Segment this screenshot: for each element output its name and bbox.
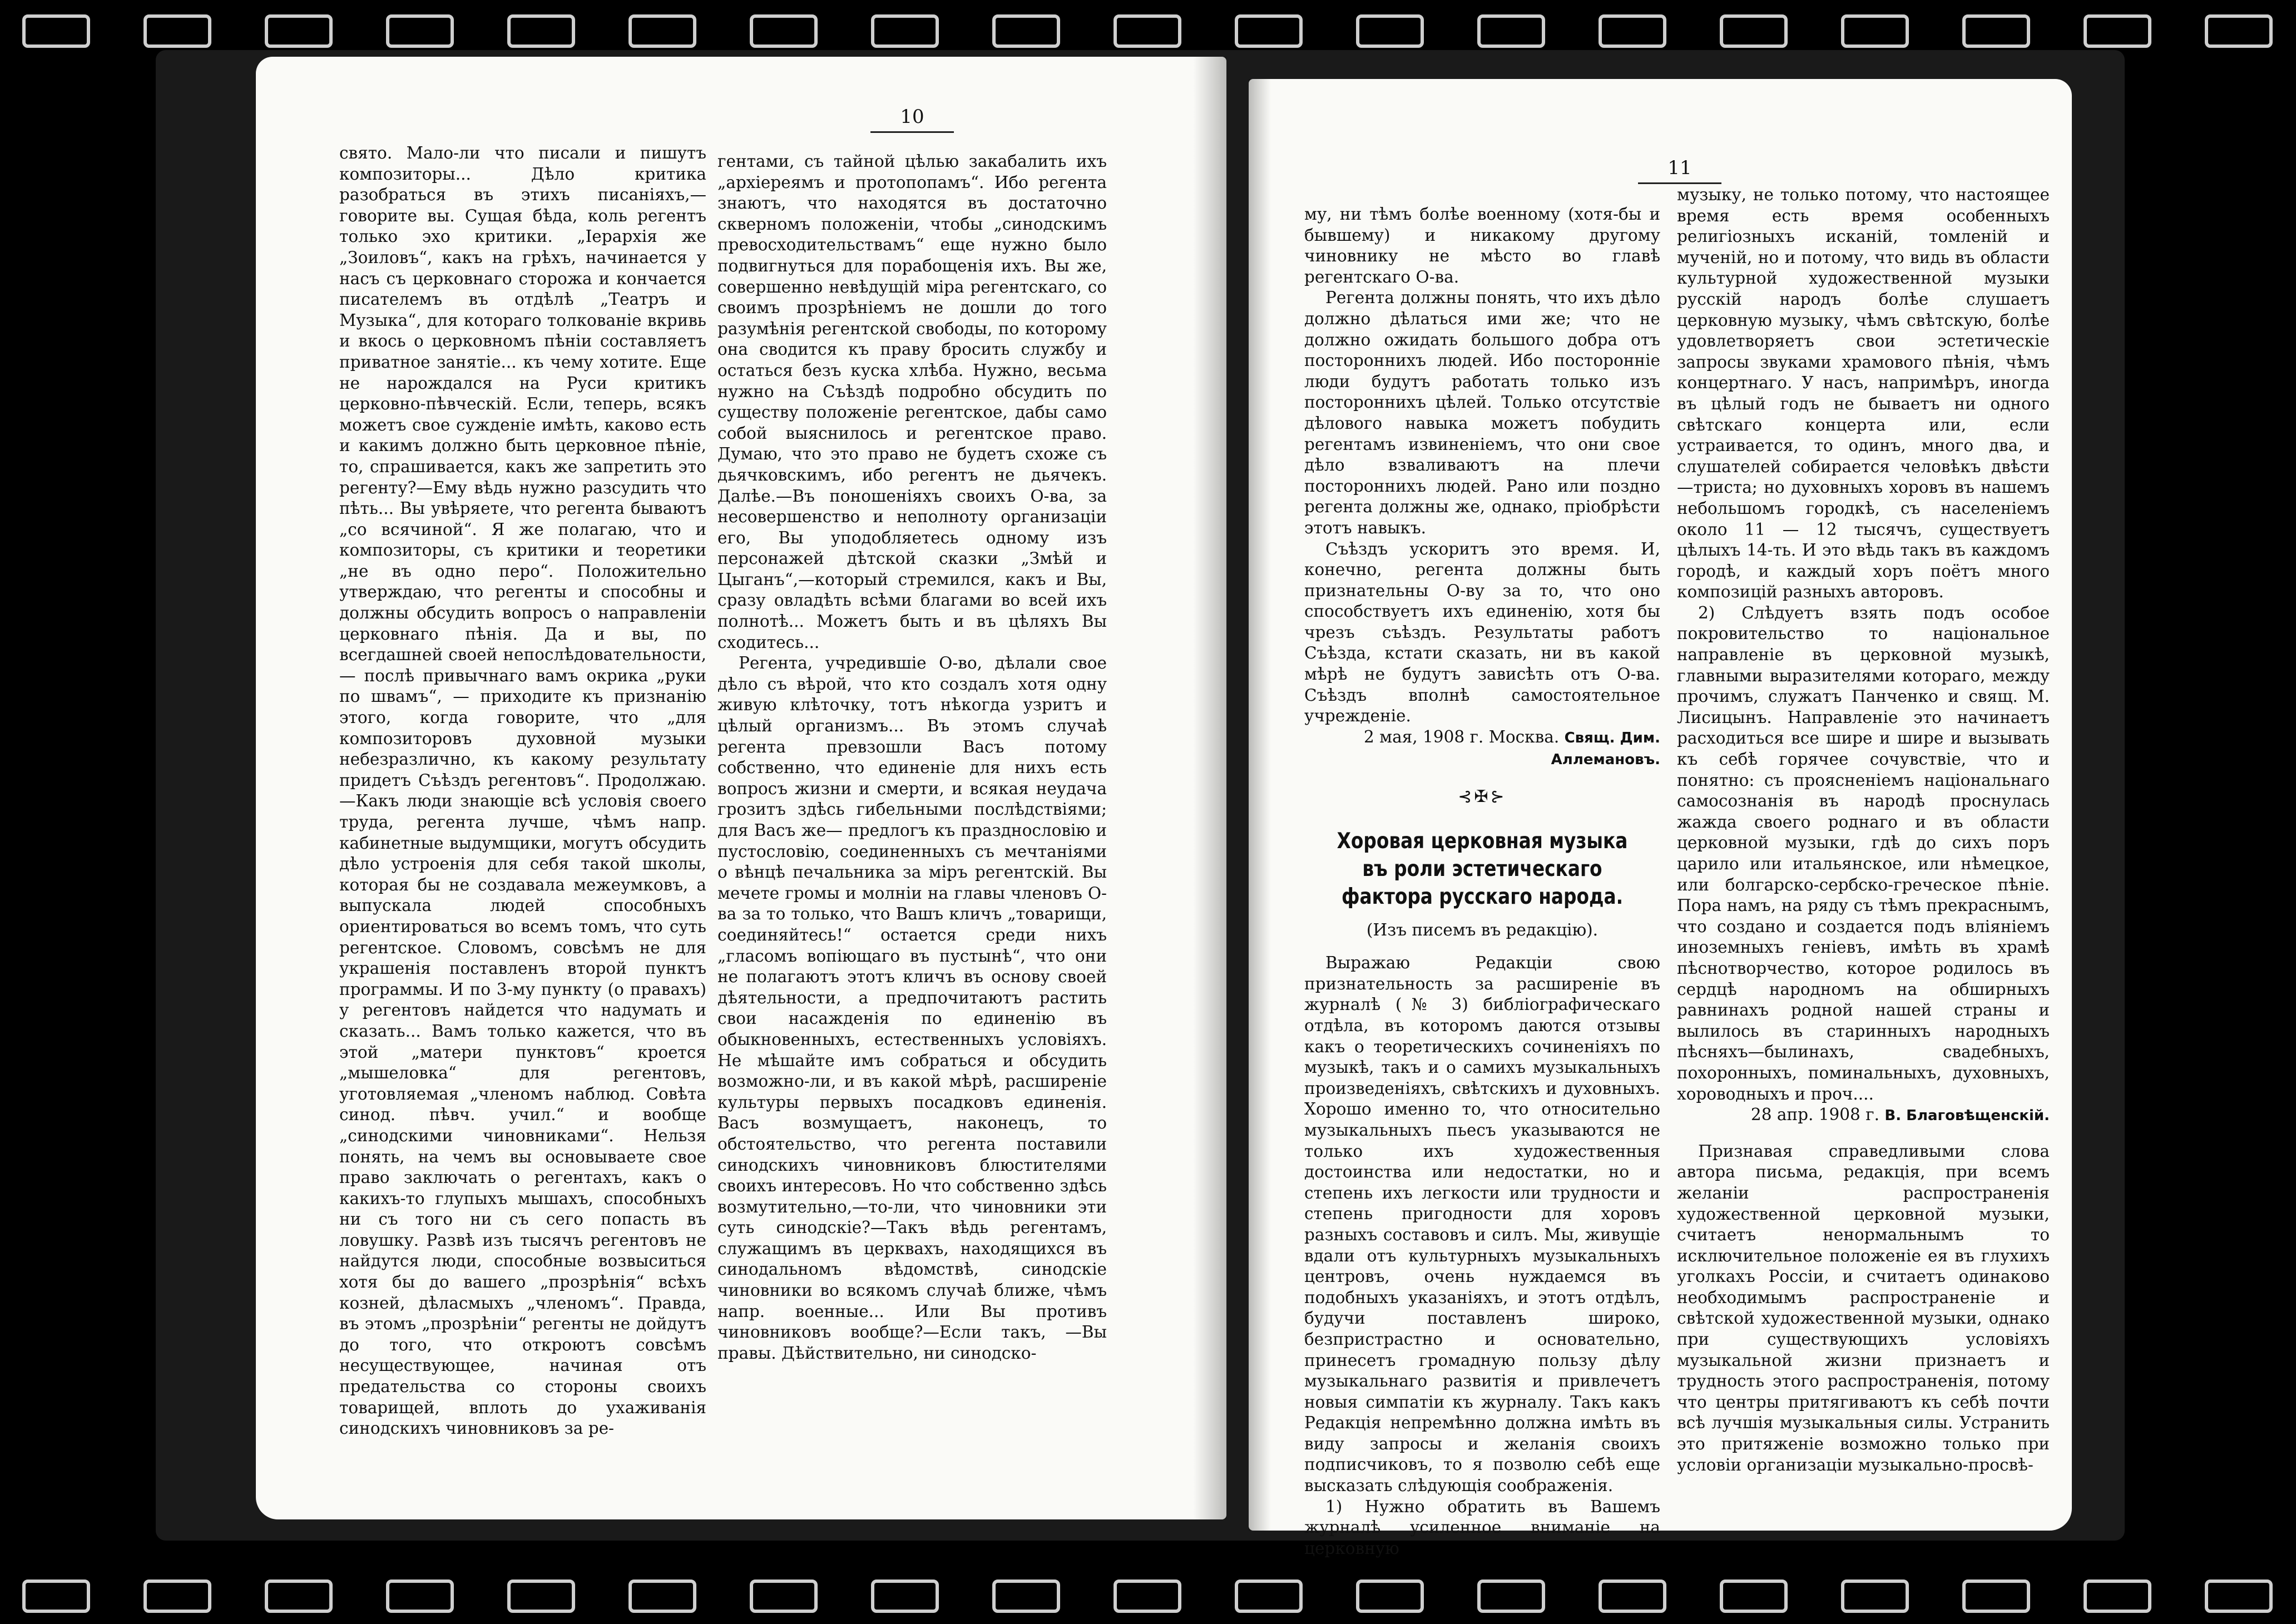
film-sprocket-hole [265, 14, 333, 48]
film-sprocket-hole [2084, 1580, 2151, 1613]
film-sprocket-hole [2205, 14, 2273, 48]
film-sprocket-hole [265, 1580, 333, 1613]
paragraph: Признавая справедливыми слова автора письма, редакція, при всемъ желаніи распространенія художественной церковной музыки, считаетъ ненормальнымъ то исключительное положеніе ея въ глухихъ уголкахъ Россіи, и считаетъ одинаково необходимымъ распространеніе и свѣтской художественной музыки, однако при существующихъ условіяхъ музыкальной жизни признаетъ и трудность этого распространенія, потому что центры притягиваютъ къ себѣ почти всѣ лучшія музыкальныя силы. Устранить это притяженіе возможно только при условіи организаціи музыкально-просвѣ- [1677, 1141, 2050, 1474]
film-sprocket-hole [1720, 1580, 1788, 1613]
film-sprocket-hole [871, 14, 939, 48]
paragraph: гентами, съ тайной цѣлью закабалить ихъ „архіереямъ и протопопамъ“. Ибо регента знаютъ, что находятся въ достаточно скверномъ положеніи, чтобы „синодскимъ превосходительствамъ“ еще нужно было подвигнуться для порабощенія ихъ. Вы же, совершенно невѣдущій міра регентскаго, со своимъ прозрѣніемъ не дошли до того разумѣнія регентской свободы, по которому она сводится къ праву бросить службу и остаться безъ куска хлѣба. Нужно, весьма нужно на Съѣздѣ подробно обсудить по существу положеніе регентское, дабы само собой выяснилось и регентское право. Думаю, что это право не будетъ схоже съ дьячковскимъ, ибо регентъ не дьячекъ. Далѣе.—Въ поношеніяхъ своихъ О-ва, за несовершенство и неполноту организаціи его, Вы уподобляетесь одному изъ персонажей дѣтской сказки „Змѣй и Цыганъ“,—который стремился, какъ и Вы, сразу овладѣть всѣми благами во всей ихъ полнотѣ... Можетъ быть и въ цѣляхъ Вы сходитесь... [718, 152, 1107, 652]
right-column-1 [1304, 204, 1660, 1559]
paragraph: Съѣздъ ускоритъ это время. И, конечно, регента должны быть признательны О-ву за то, что оно способствуетъ ихъ единенію, хотя бы чрезъ съѣздъ. Результаты работъ Съѣзда, кстати сказать, ни въ какой мѣрѣ не будутъ зависѣть отъ О-ва. Съѣздъ вполнѣ самостоятельное учрежденіе. [1304, 539, 1660, 726]
film-sprocket-hole [1235, 1580, 1303, 1613]
film-sprocket-hole [1356, 14, 1424, 48]
film-sprocket-hole [144, 14, 211, 48]
signature-name: В. Благовѣщенскій. [1884, 1107, 2050, 1125]
film-sprocket-hole [1962, 1580, 2030, 1613]
paragraph: музыку, не только потому, что настоящее время есть время особенныхъ религіозныхъ исканій, томленій и мученій, но и потому, что видь въ области культурной художественной музыки русскій народъ болѣе слушаетъ церковную музыку, чѣмъ свѣтскую, болѣе удовлетворяетъ свои эстетическіе запросы звуками храмового пѣнія, чѣмъ концертнаго. У насъ, напримѣръ, иногда въ цѣлый годъ не бываетъ ни одного свѣтскаго концерта или, если устраивается, то одинъ, много два, и слушателей собирается человѣкъ двѣсти—триста; но духовныхъ хоровъ въ нашемъ небольшомъ городкѣ, съ населеніемъ около 11 — 12 тысячъ, существуетъ цѣлыхъ 14-ть. И это вѣдь такъ въ каждомъ городѣ, и каждый хоръ поётъ много композицій разныхъ авторовъ. [1677, 185, 2050, 602]
article-title: Хоровая церковная музыка въ роли эстетическаго фактора русскаго народа. [1337, 828, 1628, 909]
article-subtitle: (Изъ писемъ въ редакцію). [1366, 920, 1599, 939]
paragraph: му, ни тѣмъ болѣе военному (хотя-бы и бывшему) и никакому другому чиновнику не мѣсто во главѣ регентскаго О-ва. [1304, 205, 1660, 286]
page-right [1249, 79, 2072, 1558]
film-sprocket-hole [1477, 1580, 1545, 1613]
signature-place: 2 мая, 1908 г. Москва. [1363, 727, 1560, 746]
paragraph: Регента должны понять, что ихъ дѣло должно дѣлаться ими же; что не должно ожидать большого добра отъ постороннихъ людей. Ибо посторонніе люди будутъ работать только изъ постороннихъ цѣлей. Только отсутствіе дѣлового навыка можетъ побудить регентамъ извиненіемъ, что они свое дѣло взваливаютъ на плечи постороннихъ людей. Рано или поздно регента должны же, однако, пріобрѣсти этотъ навыкъ. [1304, 288, 1660, 537]
right-column-2 [1677, 185, 2050, 1476]
signature [1677, 1105, 2050, 1127]
signature-place: 28 апр. 1908 г. [1750, 1105, 1880, 1125]
signature-name: Свящ. Дим. Аллемановъ. [1551, 729, 1660, 769]
signature [1304, 727, 1660, 771]
film-sprocket-hole [1962, 14, 2030, 48]
film-sprocket-hole [22, 1580, 90, 1613]
film-sprocket-hole [1599, 14, 1666, 48]
film-sprocket-hole [1599, 1580, 1666, 1613]
film-sprocket-hole [2205, 1580, 2273, 1613]
film-sprocket-hole [144, 1580, 211, 1613]
film-sprocket-hole [750, 1580, 818, 1613]
paragraph: 1) Нужно обратить въ Вашемъ журналѣ усиленное вниманіе на церковную [1304, 1497, 1660, 1558]
film-sprocket-hole [1841, 14, 1909, 48]
left-column-1 [339, 143, 706, 1439]
left-column-2 [718, 151, 1107, 1364]
film-sprocket-hole [1114, 1580, 1181, 1613]
film-sprocket-hole [507, 1580, 575, 1613]
film-sprocket-hole [629, 14, 696, 48]
open-book [156, 50, 2125, 1558]
film-sprocket-hole [750, 14, 818, 48]
film-sprocket-hole [871, 1580, 939, 1613]
film-sprocket-hole [1841, 1580, 1909, 1613]
film-sprocket-hole [507, 14, 575, 48]
film-sprocket-hole [1235, 14, 1303, 48]
film-sprocket-hole [1720, 14, 1788, 48]
ornament-divider: ⊰✠⊱ [1458, 787, 1507, 807]
film-strip-bottom [0, 1563, 2296, 1624]
film-sprocket-hole [992, 1580, 1060, 1613]
film-sprocket-hole [1114, 14, 1181, 48]
film-sprocket-hole [629, 1580, 696, 1613]
film-sprocket-hole [1356, 1580, 1424, 1613]
film-sprocket-hole [992, 14, 1060, 48]
film-sprocket-hole [2084, 14, 2151, 48]
page-number-left: 10 [857, 106, 968, 133]
paragraph: Выражаю Редакціи свою признательность за расширеніе въ журналѣ (№ 3) библіографическаго отдѣла, въ которомъ даются отзывы какъ о теоретическихъ сочиненіяхъ по музыкѣ, такъ и о самихъ музыкальныхъ произведеніяхъ, свѣтскихъ и духовныхъ. Хорошо именно то, что относительно музыкальныхъ пьесъ указываются не только ихъ художественныя достоинства или недостатки, но и степень ихъ легкости или трудности и степень пригодности для хоровъ разныхъ составовъ и силъ. Мы, живущіе вдали отъ культурныхъ музыкальныхъ центровъ, очень нуждаемся въ подобныхъ указаніяхъ, и этотъ отдѣлъ, будучи поставленъ широко, безпристрастно и основательно, принесетъ громадную пользу дѣлу музыкальнаго развитія и привлечетъ новыя симпатіи къ журналу. Такъ какъ Редакція непремѣнно должна имѣть въ виду запросы и желанія своихъ подписчиковъ, то я позволю себѣ еще высказать слѣдующія соображенія. [1304, 953, 1660, 1496]
film-sprocket-hole [386, 14, 454, 48]
paragraph: Регента, учредившіе О-во, дѣлали свое дѣло съ вѣрой, что кто создалъ хотя одну живую клѣточку, тотъ нѣкогда узритъ и цѣлый организмъ... Въ этомъ случаѣ регента превзошли Васъ потому собственно, что единеніе для нихъ есть вопросъ жизни и смерти, и всякая неудача грозитъ здѣсь гибельными послѣдствіями; для Васъ же— предлогъ къ празднословію и пустословію, соединенныхъ съ мечтаніями о вѣнцѣ печальника за міръ регентскій. Вы мечете громы и молніи на главы членовъ О-ва за то только, что Вашъ кличъ „товарищи, соединяйтесь!“ остается среди нихъ „гласомъ вопіющаго въ пустынѣ“, что они не полагаютъ этотъ кличъ въ основу своей дѣятельности, а предпочитаютъ растить свои насажденія по единенію въ обыкновенныхъ, естественныхъ условіяхъ. Не мѣшайте имъ собраться и обсудить возможно-ли, и въ какой мѣрѣ, расширеніе культуры первыхъ посадковъ единенія. Васъ возмущаетъ, наконецъ, то обстоятельство, что регента поставили синодскихъ чиновниковъ блюстителями своихъ интересовъ. Но что собственно здѣсь возмутительно,—то-ли, что чиновники эти суть синодскіе?—Такъ вѣдь регентамъ, служащимъ въ церквахъ, находящихся въ синодальномъ вѣдомствѣ, синодскіе чиновники во всякомъ случаѣ ближе, чѣмъ напр. военные... Или Вы противъ чиновниковъ вообще?—Если такъ, —Вы правы. Дѣйствительно, ни синодско- [718, 653, 1107, 1363]
page-left [256, 57, 1226, 1519]
film-sprocket-hole [22, 14, 90, 48]
page-number-right: 11 [1624, 157, 1735, 184]
paragraph: свято. Мало-ли что писали и пишутъ композиторы... Дѣло критика разобраться въ этихъ писаніяхъ,—говорите вы. Сущая бѣда, коль регентъ только эхо критики. „Iерархія же „Зоиловъ“, какъ на грѣхъ, начинается у насъ съ церковнаго сторожа и кончается писателемъ въ отдѣлѣ „Театръ и Музыка“, для котораго толкованіе вкривь и вкось о церковномъ пѣніи составляетъ приватное занятіе... къ чему хотите. Еще не нарождался на Руси критикъ церковно-пѣвческій. Если, теперь, всякъ можетъ свое сужденіе имѣть, каково есть и какимъ должно быть церковное пѣніе, то, спрашивается, какъ же запретить это регенту?—Ему вѣдь нужно разсудить что пѣть... Вы увѣряете, что регента бываютъ „со всячиной“. Я же полагаю, что и композиторы, съ критики и теоретики „не въ одно перо“. Положительно утверждаю, что регенты и способны и должны обсудить вопросъ о направленіи церковнаго пѣнія. Да и вы, по всегдашней своей непослѣдовательности, — послѣ привычнаго вамъ окрика „руки по швамъ“, — приходите къ признанію этого, когда говорите, что „для композиторовъ духовной музыки небезразлично, къ какому результату придетъ Съѣздъ регентовъ“. Продолжаю.—Какъ люди знающіе всѣ условія своего труда, регента лучше, чѣмъ напр. кабинетные выдумщики, могутъ обсудить дѣло устроенія для себя такой школы, которая бы не создавала межеумковъ, а выпускала людей способныхъ ориентироваться во всемъ томъ, что суть регентское. Словомъ, совсѣмъ не для украшенія поставленъ второй пунктъ программы. И по 3-му пункту (о правахъ) у регентовъ найдется что надумать и сказать... Вамъ только кажется, что въ этой „матери пунктовъ“ кроется „мышеловка“ для регентовъ, уготовляемая „членомъ наблюд. Совѣта синод. пѣвч. учил.“ и вообще „синодскими чиновниками“. Нельзя понять, на чемъ вы основываете свое право заключать о регентахъ, какъ о какихъ-то глупыхъ мышахъ, способныхъ ни съ того ни съ сего попасть въ ловушку. Развѣ изъ тысячъ регентовъ не найдутся люди, способные возвыситься хотя бы до вашего „прозрѣнія“ всѣхъ козней, дѣласмыхъ „членомъ“. Правда, въ этомъ „прозрѣніи“ регенты не дойдутъ до того, что откроютъ совсѣмъ несуществующее, начиная отъ предательства со стороны своихъ товарищей, вплоть до ухаживанія синодскихъ чиновниковъ за ре- [339, 143, 706, 1438]
paragraph: 2) Слѣдуетъ взять подъ особое покровительство то національное направленіе въ церковной музыкѣ, главными выразителями котораго, между прочимъ, служатъ Панченко и свящ. М. Лисицынъ. Направленіе это начинаетъ расходиться все шире и шире и вызывать къ себѣ горячее сочувствіе, что и понятно: съ проясненіемъ національнаго самосознанія въ народѣ проснулась жажда своего роднаго и въ области церковной музыки, гдѣ до сихъ поръ царило или итальянское, или нѣмецкое, или болгарско-сербско-греческое пѣніе. Пора намъ, на ряду съ тѣмъ прекраснымъ, что создано и создается подъ вліяніемъ иноземныхъ геніевъ, имѣть въ храмѣ пѣснотворчество, которое родилось въ сердцѣ народномъ на обширныхъ равнинахъ родной нашей страны и вылилось въ старинныхъ народныхъ пѣсняхъ—былинахъ, свадебныхъ, похоронныхъ, поминальныхъ, духовныхъ, хороводныхъ и проч.... [1677, 603, 2050, 1103]
film-sprocket-hole [386, 1580, 454, 1613]
film-sprocket-hole [1477, 14, 1545, 48]
